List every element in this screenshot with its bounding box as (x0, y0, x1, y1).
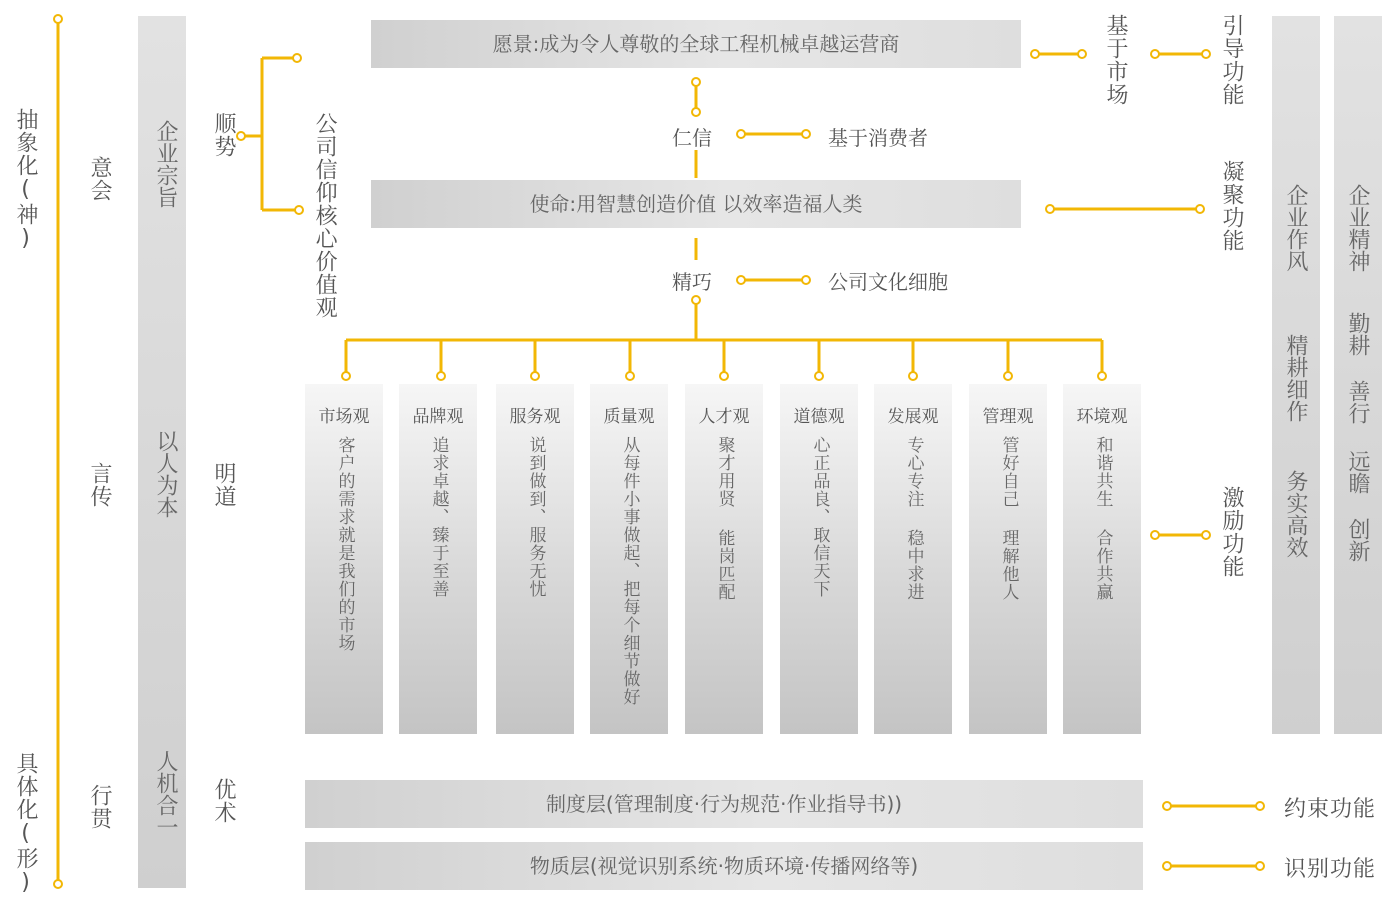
value-column-title: 服务观 (509, 407, 561, 427)
value-column-body: 和谐共生 合作共赢 (1092, 436, 1113, 601)
style-title: 企业作风 (1283, 184, 1308, 272)
system-layer-bar: 制度层(管理制度·行为规范·作业指导书)) (305, 780, 1143, 828)
vision-bar: 愿景:成为令人尊敬的全球工程机械卓越运营商 (371, 20, 1021, 68)
value-column-brand (399, 384, 477, 734)
renxin-label: 仁信 (672, 126, 712, 150)
value-column-body: 追求卓越、臻于至善 (428, 436, 449, 598)
level-yihui: 意会 (87, 156, 112, 202)
value-column-body: 客户的需求就是我们的市场 (334, 436, 355, 652)
value-column-title: 道德观 (793, 407, 845, 427)
style-bar (1272, 16, 1320, 734)
function-constraint: 约束功能 (1284, 797, 1377, 822)
value-column-management (969, 384, 1047, 734)
spirit-item: 勤耕 (1345, 312, 1370, 356)
value-column-service (496, 384, 574, 734)
value-column-body: 说到做到、服务无忧 (525, 436, 546, 598)
zongzhi-bar (138, 16, 186, 888)
value-column-title: 品牌观 (412, 407, 464, 427)
spirit-title: 企业精神 (1345, 184, 1370, 272)
core-values-label: 公司信仰核心价值观 (312, 112, 338, 319)
level-xingguan: 行贯 (87, 784, 112, 830)
style-item: 务实高效 (1283, 470, 1308, 558)
function-identify: 识别功能 (1284, 857, 1377, 882)
value-column-environment (1063, 384, 1141, 734)
concrete-label: 具体化(形) (13, 752, 38, 896)
market-label: 基于市场 (1103, 14, 1128, 106)
value-column-market (305, 384, 383, 734)
function-cohesion: 凝聚功能 (1219, 160, 1244, 252)
value-column-ethics (780, 384, 858, 734)
spirit-item: 善行 (1345, 380, 1370, 424)
value-column-development (874, 384, 952, 734)
value-column-title: 管理观 (982, 407, 1034, 427)
value-column-title: 环境观 (1076, 407, 1128, 427)
jingqiao-label: 精巧 (672, 270, 712, 294)
value-column-body: 聚才用贤 能岗匹配 (714, 436, 735, 601)
level-shunshi: 顺势 (211, 112, 236, 158)
zongzhi-bottom: 人机合一 (153, 750, 178, 838)
renxin-note: 基于消费者 (828, 126, 928, 150)
value-column-title: 发展观 (887, 407, 939, 427)
zongzhi-top: 企业宗旨 (153, 120, 178, 208)
value-column-body: 从每件小事做起、把每个细节做好 (619, 436, 640, 706)
spirit-bar (1334, 16, 1382, 734)
value-column-title: 人才观 (698, 407, 750, 427)
value-column-quality (590, 384, 668, 734)
zongzhi-middle: 以人为本 (153, 430, 178, 518)
value-column-title: 质量观 (603, 407, 655, 427)
level-mingdao: 明道 (211, 462, 236, 508)
value-column-title: 市场观 (318, 407, 370, 427)
value-column-talent (685, 384, 763, 734)
value-column-body: 管好自己 理解他人 (998, 436, 1019, 601)
abstract-label: 抽象化(神) (13, 108, 38, 252)
value-column-body: 专心专注 稳中求进 (903, 436, 924, 601)
function-guide: 引导功能 (1219, 14, 1244, 106)
function-incentive: 激励功能 (1219, 486, 1244, 578)
spirit-item: 创新 (1345, 518, 1370, 562)
jingqiao-note: 公司文化细胞 (828, 270, 948, 294)
material-layer-bar: 物质层(视觉识别系统·物质环境·传播网络等) (305, 842, 1143, 890)
spirit-item: 远瞻 (1345, 450, 1370, 494)
level-yanchuan: 言传 (87, 462, 112, 508)
value-column-body: 心正品良、取信天下 (809, 436, 830, 598)
style-item: 精耕细作 (1283, 334, 1308, 422)
level-youshu: 优术 (211, 778, 236, 824)
mission-bar: 使命:用智慧创造价值 以效率造福人类 (371, 180, 1021, 228)
